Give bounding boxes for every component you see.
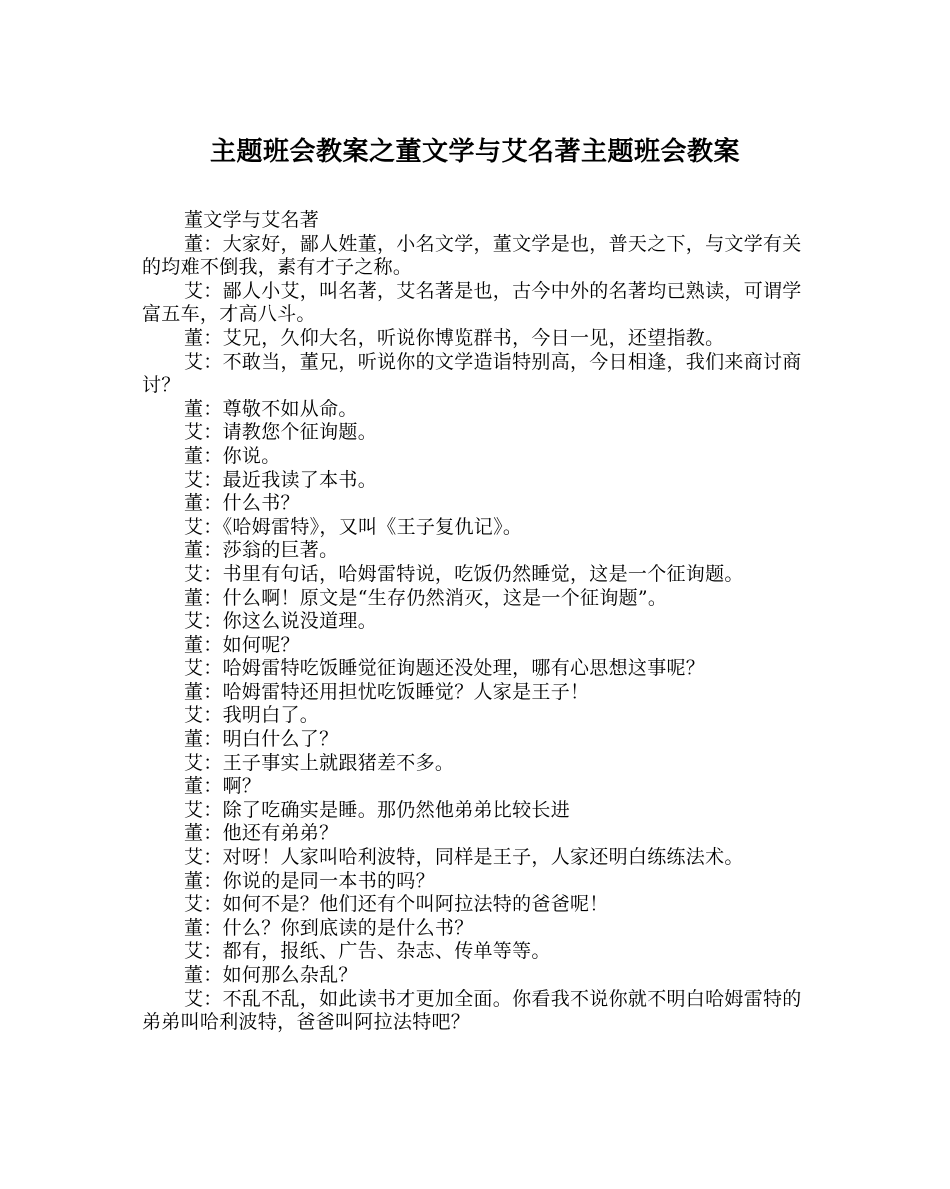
paragraph: 艾：你这么说没道理。 [184, 610, 378, 633]
paragraph: 董：啊？ [184, 775, 262, 798]
paragraph: 董：大家好，鄙人姓董，小名文学，董文学是也，普天之下，与文学有关的均难不倒我，素有才子之称。 [142, 232, 802, 279]
paragraph: 艾：请教您个征询题。 [184, 421, 378, 444]
paragraph: 艾：不乱不乱，如此读书才更加全面。你看我不说你就不明白哈姆雷特的弟弟叫哈利波特，爸爸叫阿拉法特吧？ [142, 987, 802, 1034]
paragraph: 艾：对呀！人家叫哈利波特，同样是王子，人家还明白练练法术。 [184, 846, 744, 869]
document-title: 主题班会教案之董文学与艾名著主题班会教案 [209, 137, 740, 167]
paragraph: 董：什么书？ [184, 492, 300, 515]
paragraph: 董：你说的是同一本书的吗？ [184, 869, 435, 892]
paragraph: 艾：最近我读了本书。 [184, 468, 378, 491]
paragraph: 董：艾兄，久仰大名，听说你博览群书，今日一见，还望指教。 [184, 326, 725, 349]
paragraph: 董：明白什么了？ [184, 728, 339, 751]
paragraph: 董：莎翁的巨著。 [184, 539, 339, 562]
paragraph: 董：如何呢？ [184, 633, 300, 656]
paragraph: 艾：不敢当，董兄，听说你的文学造诣特别高，今日相逢，我们来商讨商讨？ [142, 350, 802, 397]
paragraph: 董：什么？你到底读的是什么书？ [184, 916, 474, 939]
paragraph: 董：哈姆雷特还用担忧吃饭睡觉？人家是王子！ [184, 680, 590, 703]
paragraph: 艾：除了吃确实是睡。那仍然他弟弟比较长进 [184, 798, 571, 821]
paragraph: 董文学与艾名著 [184, 209, 320, 231]
paragraph: 艾：书里有句话，哈姆雷特说，吃饭仍然睡觉，这是一个征询题。 [184, 562, 744, 585]
paragraph: 艾：都有，报纸、广告、杂志、传单等等。 [184, 940, 551, 963]
paragraph: 董：如何那么杂乱？ [184, 964, 358, 986]
paragraph: 艾：如何不是？他们还有个叫阿拉法特的爸爸呢！ [184, 893, 609, 916]
paragraph: 董：尊敬不如从命。 [184, 397, 358, 420]
paragraph: 董：他还有弟弟？ [184, 822, 339, 845]
paragraph: 艾：我明白了。 [184, 704, 320, 727]
document-body [142, 209, 816, 1035]
paragraph: 艾：鄙人小艾，叫名著，艾名著是也，古今中外的名著均已熟读，可谓学富五车，才高八斗。 [142, 279, 802, 326]
paragraph: 艾：王子事实上就跟猪差不多。 [184, 751, 455, 774]
paragraph: 董：你说。 [184, 444, 281, 467]
paragraph: 艾：哈姆雷特吃饭睡觉征询题还没处理，哪有心思想这事呢？ [184, 657, 706, 680]
paragraph: 艾：《哈姆雷特》，又叫《王子复仇记》。 [184, 515, 523, 538]
paragraph: 董：什么啊！原文是“生存仍然消灭，这是一个征询题”。 [184, 586, 668, 609]
